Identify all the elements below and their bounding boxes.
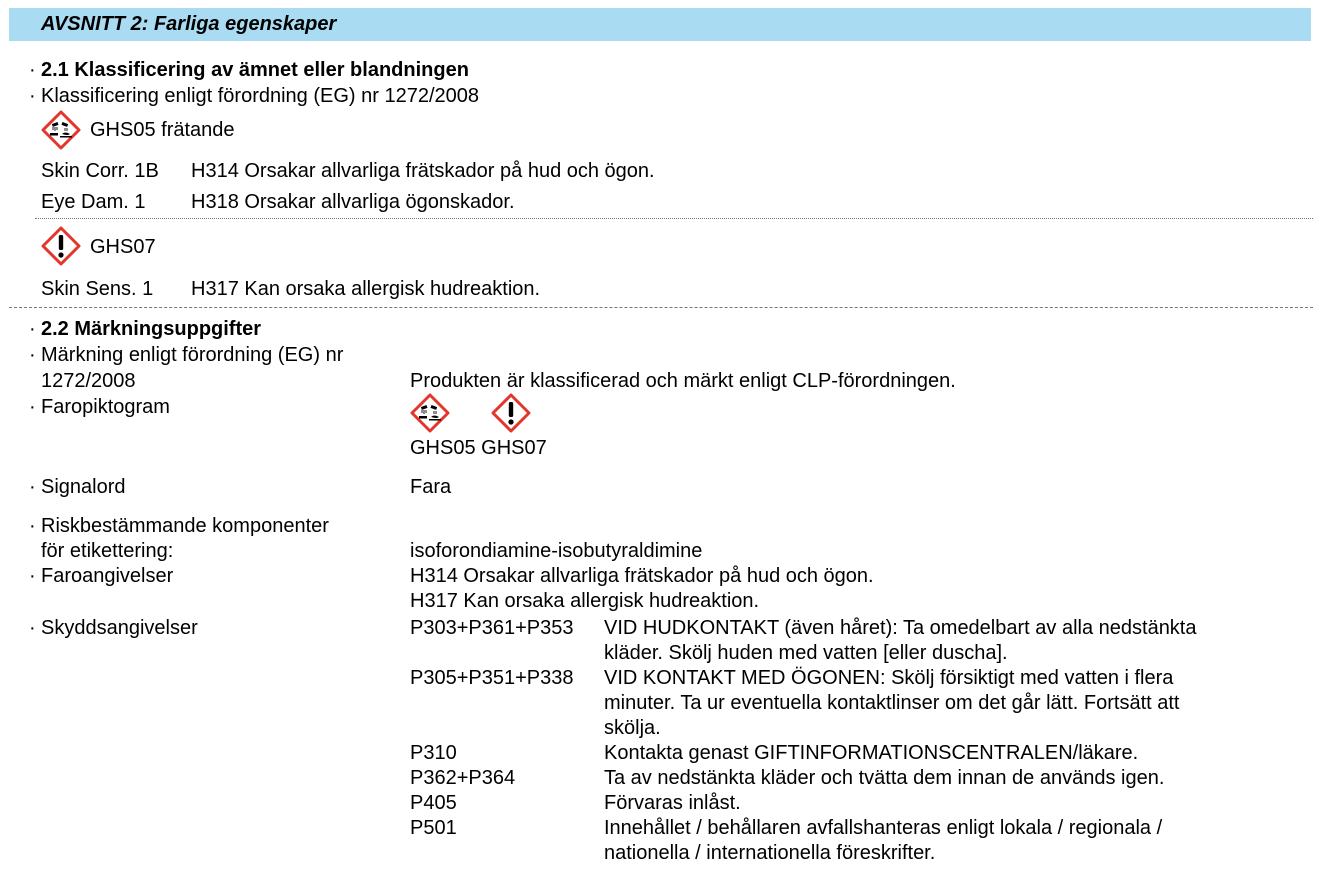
pictogram-label-ghs05: GHS05 frätande [90, 119, 235, 141]
hazard-category: Skin Corr. 1B [41, 160, 159, 182]
hazard-statement: H314 Orsakar allvarliga frätskador på hud och ögon. [191, 160, 655, 182]
regulation-label: Märkning enligt förordning (EG) nr [41, 344, 344, 366]
bullet-dot: · [29, 344, 36, 366]
labelling-heading: 2.2 Märkningsuppgifter [41, 318, 262, 340]
bullet-dot: · [29, 396, 36, 418]
precaution-text: kläder. Skölj huden med vatten [eller duscha]. [604, 642, 1008, 664]
precaution-code: P405 [410, 792, 457, 814]
components-label-cont: för etikettering: [41, 540, 174, 562]
section-header [9, 8, 1311, 41]
bullet-dot: · [29, 476, 36, 498]
precaution-code: P305+P351+P338 [410, 667, 574, 689]
components-label: Riskbestämmande komponenter [41, 515, 329, 537]
components-value: isoforondiamine-isobutyraldimine [410, 540, 703, 562]
pictograms-label: Faropiktogram [41, 396, 170, 418]
bullet-dot: · [29, 318, 36, 340]
precaution-text: VID HUDKONTAKT (även håret): Ta omedelbart av alla nedstänkta [604, 617, 1197, 639]
exclamation-mark-icon [491, 393, 531, 433]
section-title: AVSNITT 2: Farliga egenskaper [41, 13, 337, 35]
precaution-text: Innehållet / behållaren avfallshanteras enligt lokala / regionala / [604, 817, 1163, 839]
hazard-statement: H318 Orsakar allvarliga ögonskador. [191, 191, 515, 213]
hazard-category: Skin Sens. 1 [41, 278, 154, 300]
hazard-category: Eye Dam. 1 [41, 191, 146, 213]
regulation-label-cont: 1272/2008 [41, 370, 136, 392]
corrosion-icon [410, 393, 450, 433]
bullet-dot: · [29, 59, 36, 81]
signal-word: Fara [410, 476, 452, 498]
bullet-dot: · [29, 85, 36, 107]
precaution-code: P362+P364 [410, 767, 516, 789]
classification-regulation: Klassificering enligt förordning (EG) nr 1272/2008 [41, 85, 480, 107]
hazard-statement: H314 Orsakar allvarliga frätskador på hud och ögon. [410, 565, 874, 587]
precaution-text: Förvaras inlåst. [604, 792, 741, 814]
precaution-text: Kontakta genast GIFTINFORMATIONSCENTRALEN/läkare. [604, 742, 1139, 764]
bullet-dot: · [29, 515, 36, 537]
precaution-text: VID KONTAKT MED ÖGONEN: Skölj försiktigt med vatten i flera [604, 667, 1174, 689]
corrosion-icon [41, 110, 81, 150]
pictograms-caption: GHS05 GHS07 [410, 437, 547, 459]
group-divider [35, 218, 1313, 219]
precaution-text: nationella / internationella föreskrifter. [604, 842, 936, 864]
regulation-value: Produkten är klassificerad och märkt enligt CLP-förordningen. [410, 370, 956, 392]
exclamation-mark-icon [41, 226, 81, 266]
hazard-label: Faroangivelser [41, 565, 174, 587]
signal-word-label: Signalord [41, 476, 126, 498]
precaution-text: minuter. Ta ur eventuella kontaktlinser om det går lätt. Fortsätt att [604, 692, 1180, 714]
classification-heading: 2.1 Klassificering av ämnet eller blandningen [41, 59, 469, 81]
precaution-text: skölja. [604, 717, 661, 739]
hazard-statement: H317 Kan orsaka allergisk hudreaktion. [410, 590, 760, 612]
bullet-dot: · [29, 617, 36, 639]
bullet-dot: · [29, 565, 36, 587]
precaution-text: Ta av nedstänkta kläder och tvätta dem innan de används igen. [604, 767, 1165, 789]
precaution-code: P303+P361+P353 [410, 617, 574, 639]
precaution-label: Skyddsangivelser [41, 617, 198, 639]
precaution-code: P501 [410, 817, 457, 839]
pictogram-label-ghs07: GHS07 [90, 236, 156, 258]
hazard-statement: H317 Kan orsaka allergisk hudreaktion. [191, 278, 541, 300]
precaution-code: P310 [410, 742, 457, 764]
section-divider [9, 307, 1313, 308]
